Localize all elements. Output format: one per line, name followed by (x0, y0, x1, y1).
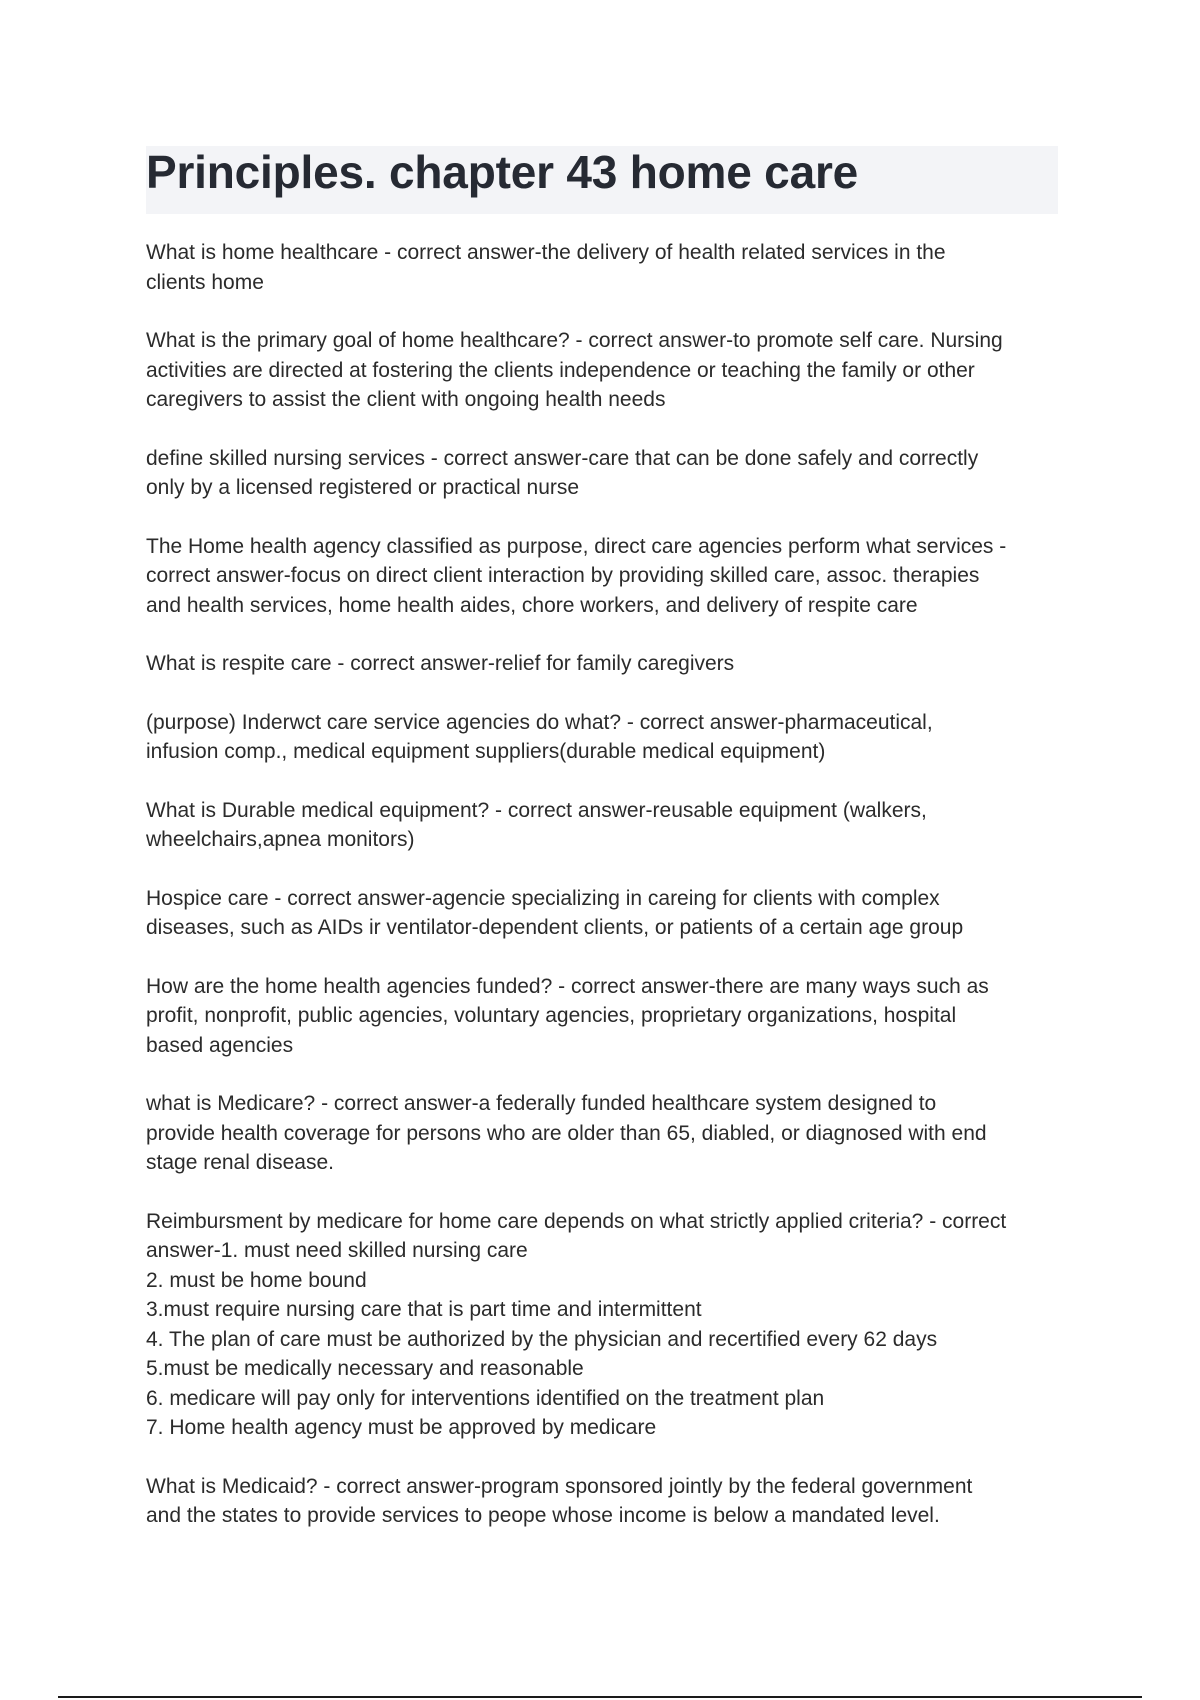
qa-item: What is Medicaid? - correct answer-program sponsored jointly by the federal government and the states to provide services to peope whose income is below a mandated level. (146, 1474, 973, 1527)
qa-item: Reimbursment by medicare for home care depends on what strictly applied criteria? - correct answer-1. must need skilled nursing care 2. must be home bound 3.must require nursing care that is part time and intermittent 4. The plan of care must be authorized by the physician and recertified every 62 days 5.must be medically necessary and reasonable 6. medicare will pay only for interventions identified on the treatment plan 7. Home health agency must be approved by medicare (146, 1209, 1007, 1439)
qa-item: What is respite care - correct answer-relief for family caregivers (146, 652, 735, 675)
page-title: Principles. chapter 43 home care (146, 146, 859, 198)
qa-item: Hospice care - correct answer-agencie specializing in careing for clients with complex diseases, such as AIDs ir ventilator-dependent clients, or patients of a certain age group (146, 886, 964, 939)
qa-item: What is the primary goal of home healthcare? - correct answer-to promote self care. Nursing activities are directed at fostering the clients independence or teaching the family or other caregivers to assist the client with ongoing health needs (146, 329, 1003, 411)
qa-list (146, 238, 1066, 1560)
qa-item: How are the home health agencies funded? - correct answer-there are many ways such as profit, nonprofit, public agencies, voluntary agencies, proprietary organizations, hospital based agencies (146, 974, 989, 1057)
qa-item: what is Medicare? - correct answer-a federally funded healthcare system designed to provide health coverage for persons who are older than 65, diabled, or diagnosed with end stage renal disease. (146, 1092, 987, 1174)
qa-item: The Home health agency classified as purpose, direct care agencies perform what services - correct answer-focus on direct client interaction by providing skilled care, assoc. therapies and health services, home health aides, chore workers, and delivery of respite care (146, 534, 1007, 617)
qa-item: What is home healthcare - correct answer-the delivery of health related services in the clients home (146, 241, 946, 294)
qa-item: define skilled nursing services - correct answer-care that can be done safely and correctly only by a licensed registered or practical nurse (146, 446, 979, 499)
qa-item: (purpose) Inderwct care service agencies do what? - correct answer-pharmaceutical, infusion comp., medical equipment suppliers(durable medical equipment) (146, 710, 933, 763)
footer-divider (58, 1696, 1142, 1698)
qa-item: What is Durable medical equipment? - correct answer-reusable equipment (walkers, wheelchairs,apnea monitors) (146, 798, 927, 851)
